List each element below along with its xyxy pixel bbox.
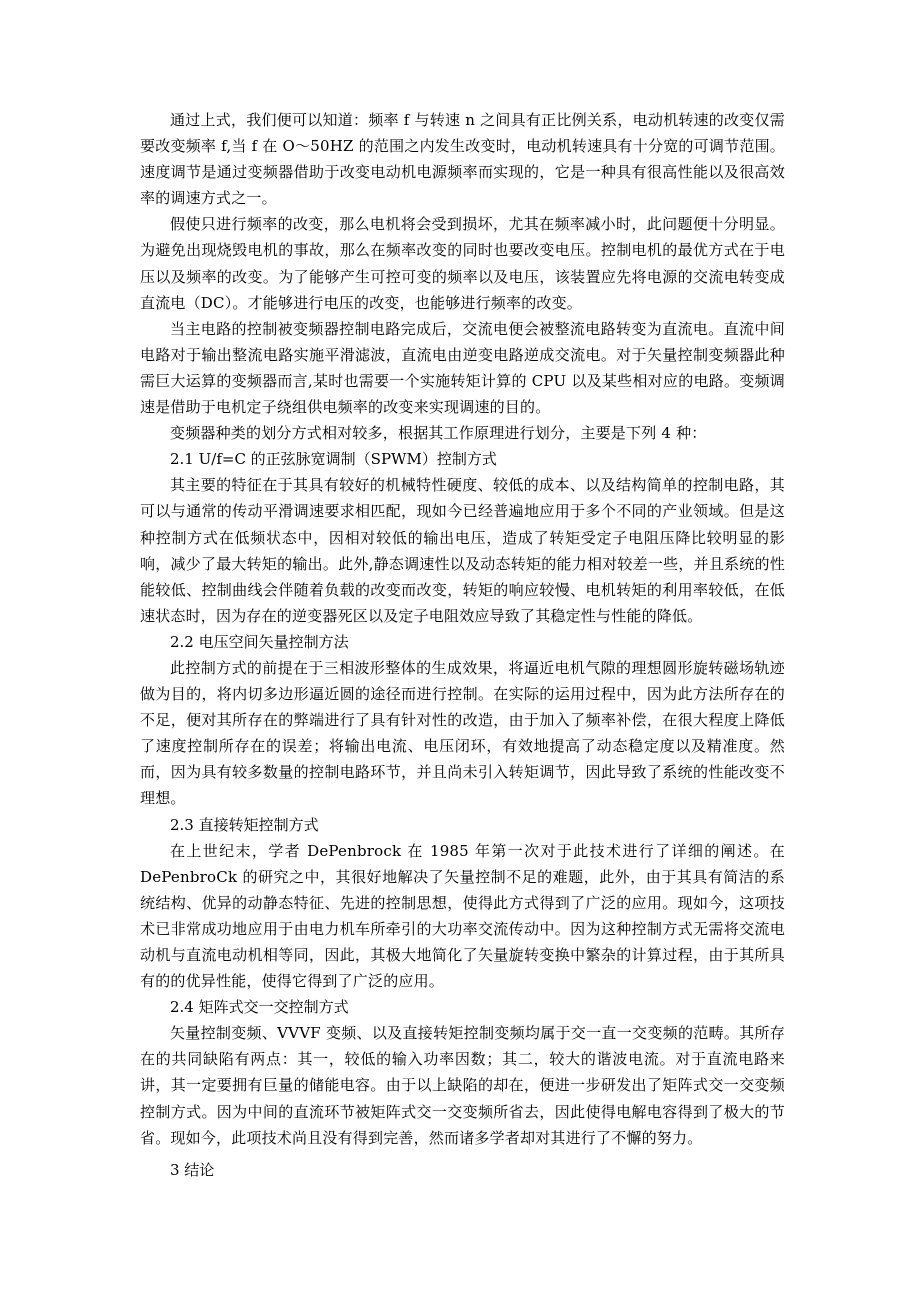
paragraph-main-circuit: 当主电路的控制被变频器控制电路完成后，交流电便会被整流电路转变为直流电。直流中间电路对于输出整流电路实施平滑滤波，直流电由逆变电路逆成交流电。对于矢量控制变频器此种需巨大运算的变频器而言,某时也需要一个实施转矩计算的 CPU 以及某些相对应的电路。变频调速是借助于电机定子绕组供电频率的改变来实现调速的目的。 <box>140 319 785 417</box>
document-body <box>140 107 785 1183</box>
section-heading-spwm: 2.1 U/f=C 的正弦脉宽调制（SPWM）控制方式 <box>170 450 497 469</box>
paragraph-voltage-change: 假使只进行频率的改变，那么电机将会受到损坏，尤其在频率减小时，此问题便十分明显。为避免出现烧毁电机的事故，那么在频率改变的同时也要改变电压。控制电机的最优方式在于电压以及频率的改变。为了能够产生可控可变的频率以及电压，该装置应先将电源的交流电转变成直流电（DC）。才能够进行电压的改变，也能够进行频率的改变。 <box>140 215 785 312</box>
section-body-matrix: 矢量控制变频、VVVF 变频、以及直接转矩控制变频均属于交一直一交变频的范畴。其所存在的共同缺陷有两点：其一，较低的输入功率因数；其二，较大的谐波电流。对于直流电路来讲，其一定要拥有巨量的储能电容。由于以上缺陷的却在，便进一步研发出了矩阵式交一交变频控制方式。因为中间的直流环节被矩阵式交一交变频所省去，因此使得电解电容得到了极大的节省。现如今，此项技术尚且没有得到完善，然而诸多学者却对其进行了不懈的努力。 <box>140 1024 785 1147</box>
section-heading-svm: 2.2 电压空间矢量控制方法 <box>170 632 349 651</box>
section-heading-dtc: 2.3 直接转矩控制方式 <box>170 815 319 834</box>
section-heading-matrix: 2.4 矩阵式交一交控制方式 <box>170 998 349 1017</box>
conclusion-heading: 3 结论 <box>170 1160 215 1179</box>
paragraph-converter-types: 变频器种类的划分方式相对较多，根据其工作原理进行划分，主要是下列 4 种： <box>170 424 707 443</box>
section-body-dtc: 在上世纪末，学者 DePenbrock 在 1985 年第一次对于此技术进行了详细的阐述。在 DePenbroCk 的研究之中，其很好地解决了矢量控制不足的难题，此外，由于其具有简洁的系统结构、优异的动静态特征、先进的控制思想，使得此方式得到了广泛的应用。现如今，这项技术已非常成功地应用于由电力机车所牵引的大功率交流传动中。因为这种控制方式无需将交流电动机与直流电动机相等同，因此，其极大地简化了矢量旋转变换中繁杂的计算过程，由于其所具有的的优异性能，使得它得到了广泛的应用。 <box>140 841 785 991</box>
paragraph-frequency-speed: 通过上式，我们便可以知道：频率 f 与转速 n 之间具有正比例关系，电动机转速的改变仅需要改变频率 f,当 f 在 O～50HZ 的范围之内发生改变时，电动机转速具有十分宽的可调节范围。速度调节是通过变频器借助于改变电动机电源频率而实现的，它是一种具有很高性能以及很高效率的调速方式之一。 <box>140 111 785 208</box>
section-body-svm: 此控制方式的前提在于三相波形整体的生成效果，将逼近电机气隙的理想圆形旋转磁场轨迹做为目的，将内切多边形逼近圆的途径而进行控制。在实际的运用过程中，因为此方法所存在的不足，便对其所存在的弊端进行了具有针对性的改造，由于加入了频率补偿，在很大程度上降低了速度控制所存在的误差；将输出电流、电压闭环，有效地提高了动态稳定度以及精准度。然而，因为具有较多数量的控制电路环节，并且尚未引入转矩调节，因此导致了系统的性能改变不理想。 <box>140 658 785 808</box>
section-body-spwm: 其主要的特征在于其具有较好的机械特性硬度、较低的成本、以及结构简单的控制电路，其可以与通常的传动平滑调速要求相匹配，现如今已经普遍地应用于多个不同的产业领域。但是这种控制方式在低频状态中，因相对较低的输出电压，造成了转矩受定子电阻压降比较明显的影响，减少了最大转矩的输出。此外,静态调速性以及动态转矩的能力相对较差一些，并且系统的性能较低、控制曲线会伴随着负载的改变而改变，转矩的响应较慢、电机转矩的利用率较低，在低速状态时，因为存在的逆变器死区以及定子电阻效应导致了其稳定性与性能的降低。 <box>140 476 785 625</box>
